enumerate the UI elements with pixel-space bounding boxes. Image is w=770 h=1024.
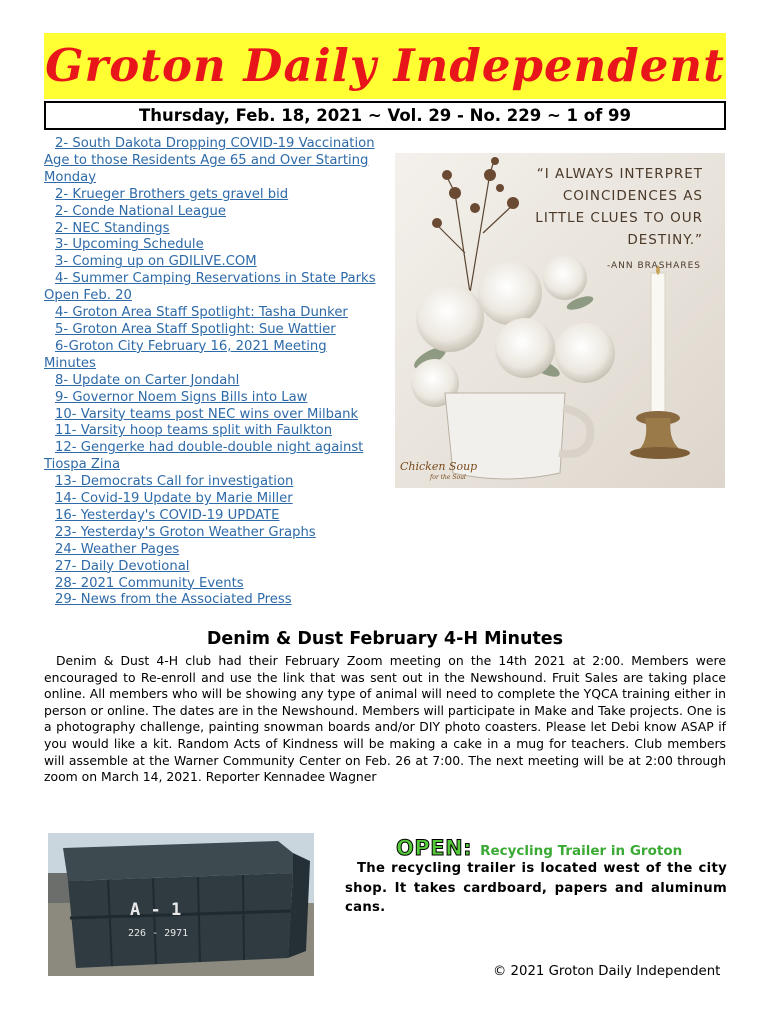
recycling-text: The recycling trailer is located west of the city shop. It takes cardboard, papers and aluminum cans. [345, 861, 727, 915]
open-label: OPEN: [396, 836, 473, 860]
quote-line: LITTLE CLUES TO OUR [535, 210, 703, 226]
toc-link[interactable]: 28- 2021 Community Events [55, 575, 244, 591]
toc-link[interactable]: 12- Gengerke had double-double night against Tiospa Zina [44, 440, 364, 473]
toc-link[interactable]: 2- Conde National League [55, 203, 226, 219]
dateline: Thursday, Feb. 18, 2021 ~ Vol. 29 - No. 229 ~ 1 of 99 [44, 101, 726, 130]
toc-link[interactable]: 13- Democrats Call for investigation [55, 474, 294, 490]
trailer-phone: 226 - 2971 [128, 928, 189, 939]
logo-line: Chicken Soup [400, 460, 478, 473]
masthead [44, 33, 726, 99]
toc-link[interactable]: 5- Groton Area Staff Spotlight: Sue Wattier [55, 321, 336, 337]
quote-image [395, 153, 725, 488]
toc-link[interactable]: 16- Yesterday's COVID-19 UPDATE [55, 507, 280, 523]
logo-line: for the Soul [430, 474, 466, 481]
toc-link[interactable]: 4- Summer Camping Reservations in State Parks Open Feb. 20 [44, 271, 376, 304]
toc-link[interactable]: 8- Update on Carter Jondahl [55, 372, 240, 388]
toc-link[interactable]: 3- Coming up on GDILIVE.COM [55, 254, 257, 270]
table-of-contents [44, 136, 378, 609]
chicken-soup-logo [400, 461, 477, 483]
toc-link[interactable]: 3- Upcoming Schedule [55, 237, 204, 253]
masthead-title: Groton Daily Independent [45, 39, 725, 92]
article-title: Denim & Dust February 4-H Minutes [206, 629, 564, 649]
quote-author: -ANN BRASHARES [606, 261, 701, 271]
toc-link[interactable]: 9- Governor Noem Signs Bills into Law [55, 389, 308, 405]
trailer-illustration [48, 833, 314, 976]
toc-link[interactable]: 6-Groton City February 16, 2021 Meeting Minutes [44, 338, 327, 371]
toc-link[interactable]: 2- Krueger Brothers gets gravel bid [55, 186, 289, 202]
trailer-id: A - 1 [130, 900, 182, 920]
copyright: © 2021 Groton Daily Independent [493, 964, 721, 979]
toc-link[interactable]: 2- South Dakota Dropping COVID-19 Vaccination Age to those Residents Age 65 and Over Starting Monday [44, 136, 375, 185]
toc-link[interactable]: 23- Yesterday's Groton Weather Graphs [55, 524, 316, 540]
quote-line: DESTINY.” [627, 232, 703, 248]
open-line [396, 836, 682, 860]
toc-link[interactable]: 11- Varsity hoop teams split with Faulkton [55, 423, 333, 439]
article-body: Denim & Dust 4-H club had their February Zoom meeting on the 14th 2021 at 2:00. Members were encouraged to Re-enroll and use the link that was sent out in the Newshound. Fruit Sales are taking place online. All members who will be showing any type of animal will need to complete the YQCA training either in person or online. The dates are in the Newshound. Members will participate in Make and Take projects. One is a photography challenge, painting snowman boards and/or DIY photo coasters. Please let Debi know ASAP if you would like a kit. Random Acts of Kindness will be making a cake in a mug for teachers. Club members will assemble at the Warner Community Center on Feb. 26 at 7:00. The next meeting will be at 2:00 through zoom on March 14, 2021. Reporter Kennadee Wagner [44, 653, 726, 785]
toc-link[interactable]: 27- Daily Devotional [55, 558, 190, 574]
toc-link[interactable]: 29- News from the Associated Press [55, 592, 292, 608]
toc-link[interactable]: 4- Groton Area Staff Spotlight: Tasha Dunker [55, 305, 348, 321]
recycling-trailer-photo [48, 833, 314, 976]
toc-link[interactable]: 10- Varsity teams post NEC wins over Milbank [55, 406, 359, 422]
quote-line: COINCIDENCES AS [562, 188, 703, 204]
toc-link[interactable]: 24- Weather Pages [55, 541, 180, 557]
recycling-heading: Recycling Trailer in Groton [480, 843, 683, 859]
quote-text [535, 163, 703, 251]
quote-line: “I ALWAYS INTERPRET [536, 166, 703, 182]
toc-link[interactable]: 2- NEC Standings [55, 220, 170, 236]
toc-link[interactable]: 14- Covid-19 Update by Marie Miller [55, 491, 293, 507]
